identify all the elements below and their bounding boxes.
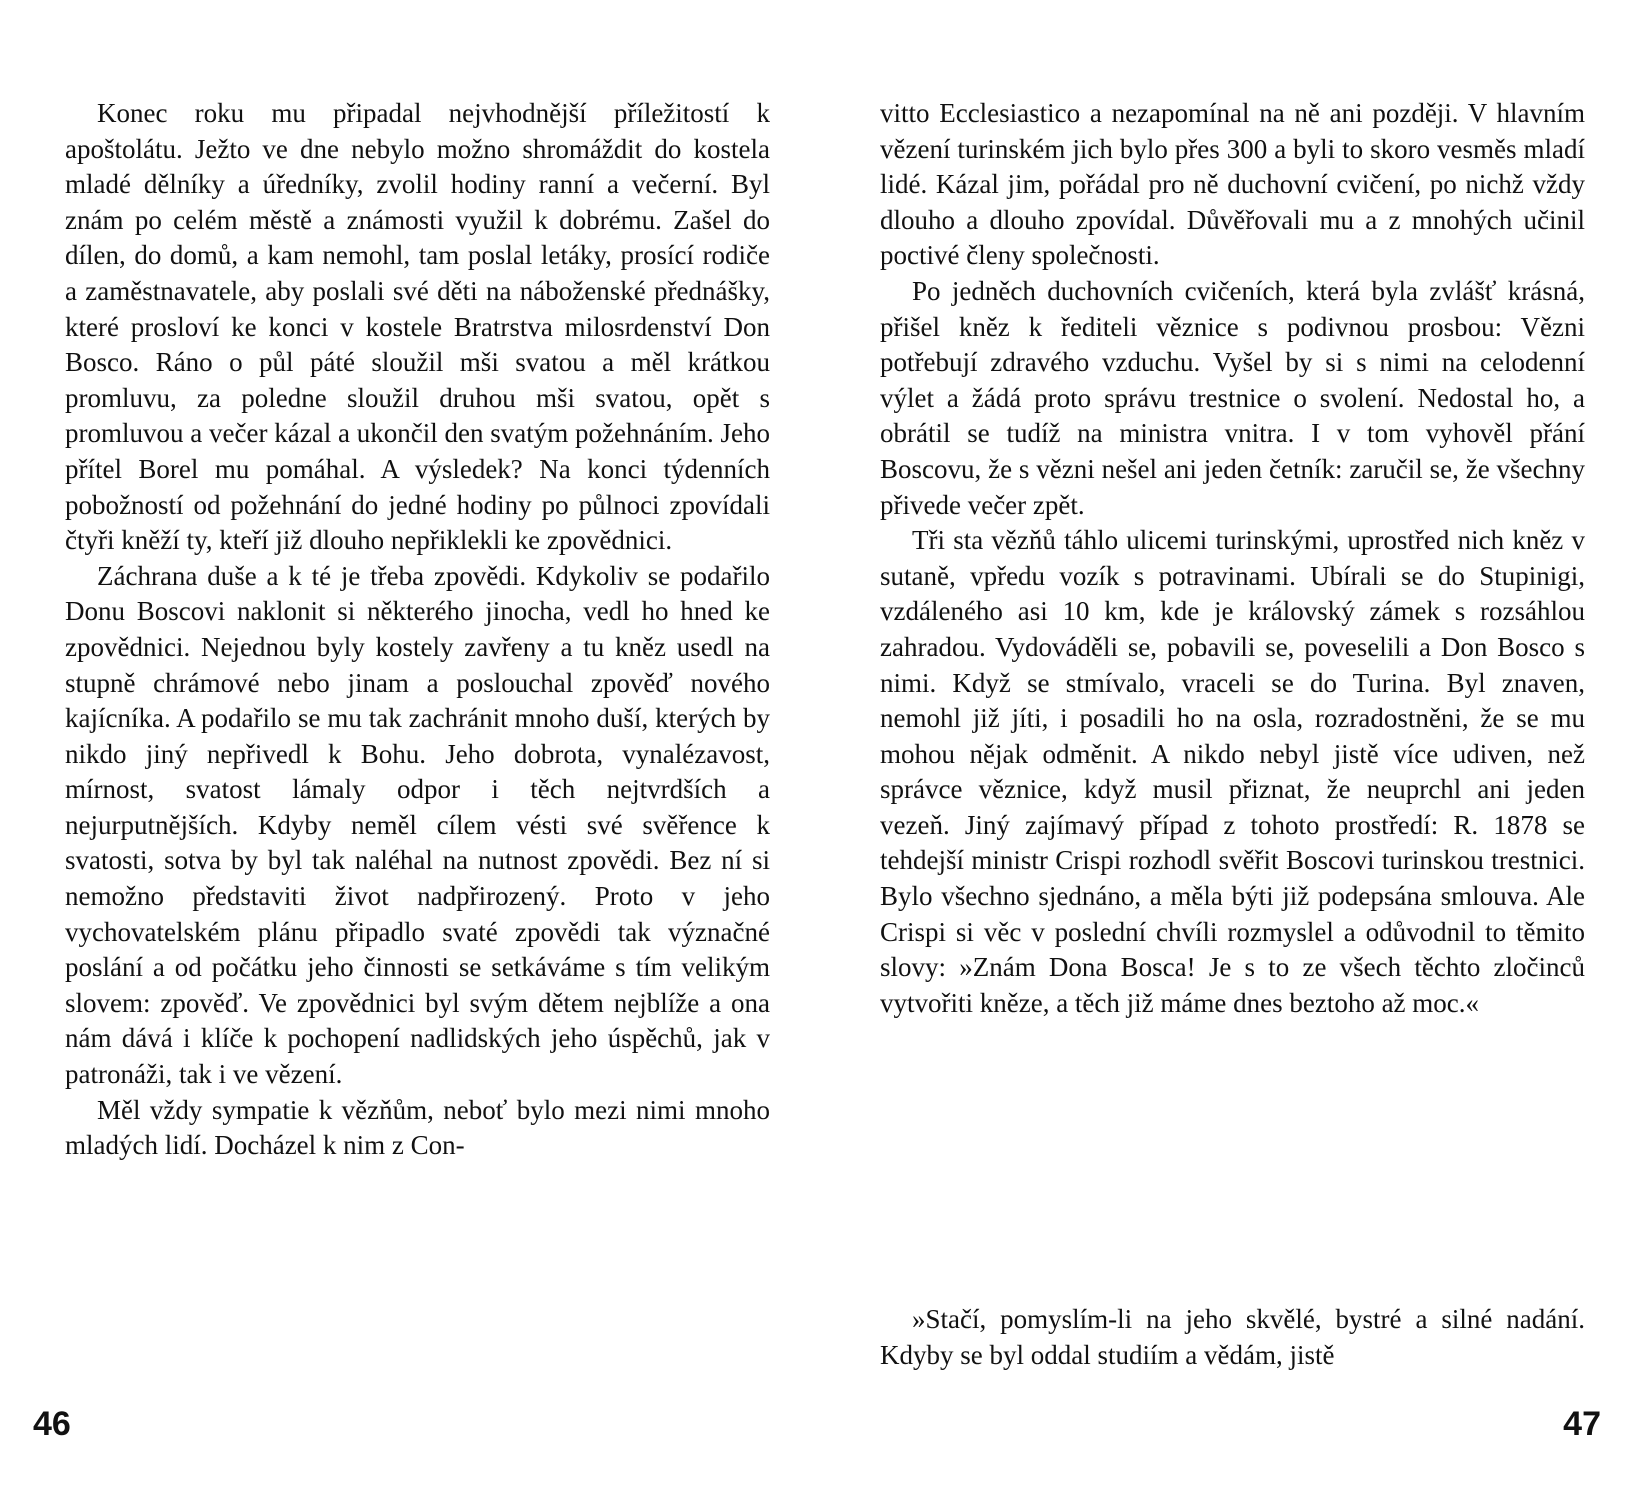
paragraph: Tři sta vězňů táhlo ulicemi turinskými, uprostřed nich kněz v sutaně, vpředu vozík s potravinami. Ubírali se do Stupinigi, vzdáleného asi 10 km, kde je královský zámek s rozsáhlou zahradou. Vydováděli se, pobavili se, poveselili a Don Bosco s nimi. Když se stmívalo, vraceli se do Turina. Byl znaven, nemohl již jíti, i posadili ho na osla, rozradostněni, že se mu mohou nějak odměnit. A nikdo nebyl jistě více udiven, než správce věznice, když musil přiznat, že neuprchl ani jeden vezeň. Jiný zajímavý případ z tohoto prostředí: R. 1878 se tehdejší ministr Crispi rozhodl svěřit Boscovi turinskou trestnici. Bylo všechno sjednáno, a měla býti již podepsána smlouva. Ale Crispi si věc v poslední chvíli rozmyslel a odůvodnil to těmito slovy: »Znám Dona Bosca! Je s to ze všech těchto zločinců vytvořiti kněze, a těch již máme dnes beztoho až moc.«: [880, 525, 1585, 1018]
right-bottom-text: [880, 1302, 1585, 1373]
page-number: 46: [33, 1405, 71, 1443]
paragraph: Měl vždy sympatie k vězňům, neboť bylo mezi nimi mnoho mladých lidí. Docházel k nim z Con-: [65, 1094, 770, 1161]
paragraph: »Stačí, pomyslím-li na jeho skvělé, bystré a silné nadání. Kdyby se byl oddal studiím a vědám, jistě: [880, 1304, 1585, 1370]
right-page: [880, 96, 1601, 1476]
paragraph: Po jedněch duchovních cvičeních, která byla zvlášť krásná, přišel kněz k řediteli věznice s podivnou prosbou: Vězni potřebují zdravého vzduchu. Vyšel by si s nimi na celodenní výlet a žádá proto správu trestnice o svolení. Nedostal ho, a obrátil se tudíž na ministra vnitra. I v tom vyhověl přání Boscovu, že s vězni nešel ani jeden četník: zaručil se, že všechny přivede večer zpět.: [880, 275, 1585, 520]
paragraph: Konec roku mu připadal nejvhodnější příležitostí k apoštolátu. Ježto ve dne nebylo možno shromáždit do kostela mladé dělníky a úředníky, zvolil hodiny ranní a večerní. Byl znám po celém městě a známosti využil k dobrému. Zašel do dílen, do domů, a kam nemohl, tam poslal letáky, prosící rodiče a zaměstnavatele, aby poslali své děti na náboženské přednášky, které prosloví ke konci v kostele Bratrstva milosrdenství Don Bosco. Ráno o půl páté sloužil mši svatou a měl krátkou promluvu, za poledne sloužil druhou mši svatou, opět s promluvou a večer kázal a ukončil den svatým požehnáním. Jeho přítel Borel mu pomáhal. A výsledek? Na konci týdenních pobožností od požehnání do jedné hodiny po půlnoci zpovídali čtyři kněží ty, kteří již dlouho nepřiklekli ke zpovědnici.: [65, 98, 770, 556]
left-page: [33, 96, 770, 1476]
left-text-column: [65, 96, 770, 1164]
right-text-column: [880, 96, 1585, 1021]
paragraph: vitto Ecclesiastico a nezapomínal na ně ani později. V hlavním vězení turinském jich bylo přes 300 a byli to skoro vesměs mladí lidé. Kázal jim, pořádal pro ně duchovní cvičení, po nichž vždy dlouho a dlouho zpovídal. Důvěřovali mu a z mnohých učinil poctivé členy společnosti.: [880, 98, 1585, 271]
page-number: 47: [1563, 1405, 1601, 1443]
paragraph: Záchrana duše a k té je třeba zpovědi. Kdykoliv se podařilo Donu Boscovi naklonit si některého jinocha, vedl ho hned ke zpovědnici. Nejednou byly kostely zavřeny a tu kněz usedl na stupně chrámové nebo jinam a poslouchal zpověď nového kajícníka. A podařilo se mu tak zachránit mnoho duší, kterých by nikdo jiný nepřivedl k Bohu. Jeho dobrota, vynalézavost, mírnost, svatost lámaly odpor i těch nejtvrdších a nejurputnějších. Kdyby neměl cílem vésti své svěřence k svatosti, sotva by byl tak naléhal na nutnost zpovědi. Bez ní si nemožno představiti život nadpřirozený. Proto v jeho vychovatelském plánu připadlo svaté zpovědi tak význačné poslání a od počátku jeho činnosti se setkáváme s tím velikým slovem: zpověď. Ve zpovědnici byl svým dětem nejblíže a ona nám dává i klíče k pochopení nadlidských jeho úspěchů, jak v patronáži, tak i ve vězení.: [65, 560, 770, 1090]
